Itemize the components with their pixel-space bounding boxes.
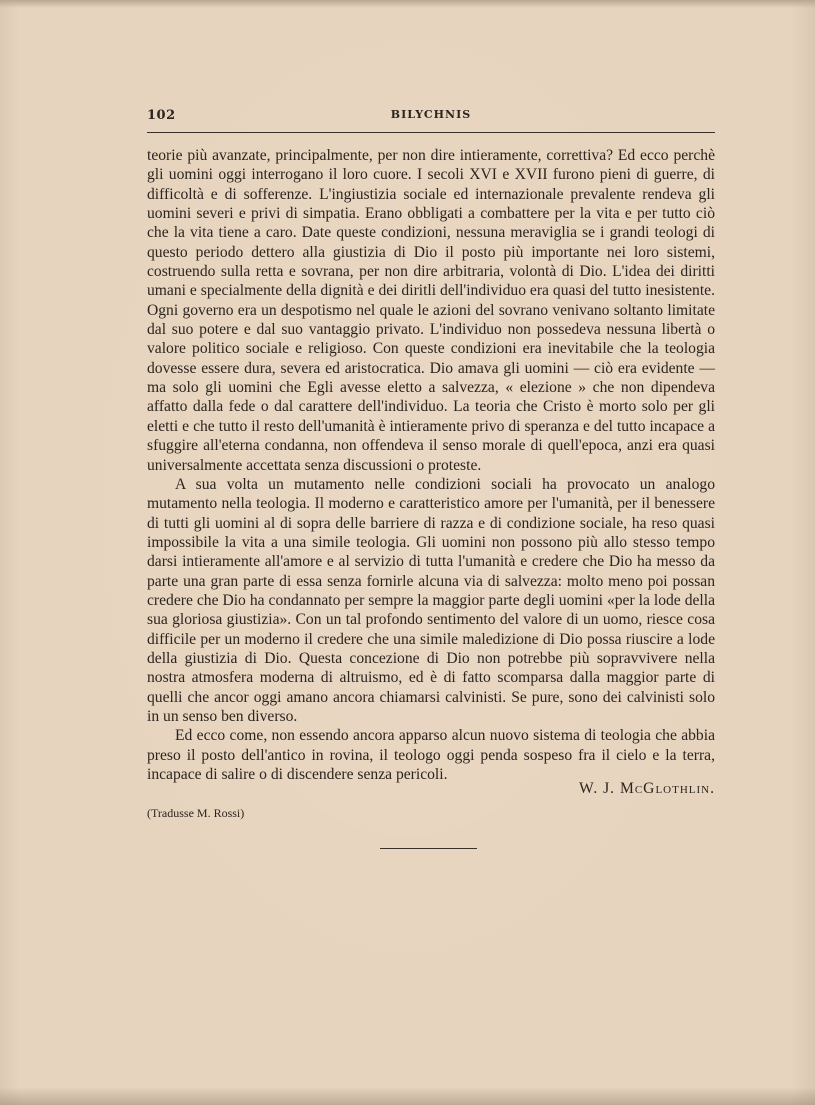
- paragraph-3: Ed ecco come, non essendo ancora apparso alcun nuovo sistema di teologia che abbia preso il posto dell'antico in rovina, il teologo oggi penda sospeso fra il cielo e la terra, incapace di salire o di discendere senza pericoli.: [147, 727, 715, 783]
- page-bottom-edge: [0, 1087, 815, 1105]
- author-signature: W. J. McGlothlin.: [579, 780, 715, 797]
- page-number: 102: [147, 108, 176, 123]
- section-end-rule: [380, 848, 477, 849]
- article-body: [147, 146, 715, 784]
- paragraph-1: teorie più avanzate, principalmente, per non dire intieramente, correttiva? Ed ecco perchè gli uomini oggi interrogano il loro cuore. I secoli XVI e XVII furono pieni di guerre, di difficoltà e di sofferenze. L'ingiustizia sociale ed internazionale prevalente rendeva gli uomini severi e privi di simpatia. Erano obbligati a combattere per la vita e per tutto ciò che la vita tiene a caro. Date queste condizioni, nessuna meraviglia se i grandi teologi di questo periodo dettero alla giustizia di Dio il posto più importante nei loro sistemi, costruendo sulla retta e sovrana, per non dire arbitraria, volontà di Dio. L'idea dei diritti umani e specialmente della dignità e dei diritli dell'individuo era quasi del tutto inesistente. Ogni governo era un despotismo nel quale le azioni del sovrano venivano soltanto limitate dal suo potere e dal suo vantaggio privato. L'individuo non possedeva nessuna libertà o valore politico sociale e religioso. Con queste condizioni era inevitabile che la teologia dovesse essere dura, severa ed aristocratica. Dio amava gli uomini — ciò era evidente — ma solo gli uomini che Egli avesse eletto a salvezza, « elezione » che non dipendeva affatto dalla fede o dal carattere dell'individuo. La teoria che Cristo è morto solo per gli eletti e che tutto il resto dell'umanità è intieramente privo di speranza e del tutto incapace a sfuggire all'eterna condanna, non offendeva il senso morale di quell'epoca, anzi era quasi universalmente accettata senza discussioni o proteste.: [147, 147, 715, 474]
- running-title: BILYCHNIS: [390, 108, 472, 121]
- paragraph-2: A sua volta un mutamento nelle condizioni sociali ha provocato un analogo mutamento nella teologia. Il moderno e caratteristico amore per l'umanità, per il benessere di tutti gli uomini al di sopra delle barriere di razza e di condizione sociale, ha reso quasi impossibile la vita a una simile teologia. Gli uomini non possono più allo stesso tempo darsi intieramente all'amore e al servizio di tutta l'umanità e credere che Dio ha messo da parte una gran parte di essa senza fornirle alcuna via di salvezza: molto meno poi possan credere che Dio ha condannato per sempre la maggior parte degli uomini «per la lode della sua gloriosa giustizia». Con un tal profondo sentimento del valore di un uomo, riesce cosa difficile per un moderno il credere che una simile maledizione di Dio possa riuscire a lode della giustizia di Dio. Questa concezione di Dio non potrebbe più sopravvivere nella nostra atmosfera moderna di altruismo, ed è di fatto scomparsa dalla maggior parte di quelli che ancor oggi amano ancora chiamarsi calvinisti. Se pure, sono dei calvinisti solo in un senso ben diverso.: [147, 475, 715, 725]
- translator-note: (Tradusse M. Rossi): [147, 806, 245, 820]
- page-top-edge: [0, 0, 815, 8]
- page-header: [147, 108, 715, 133]
